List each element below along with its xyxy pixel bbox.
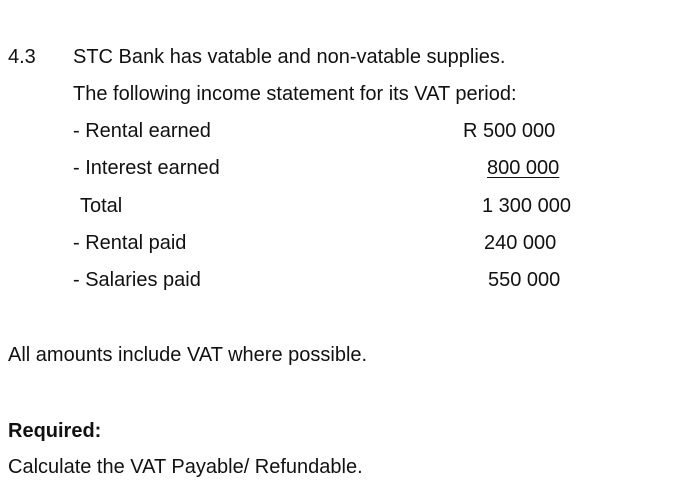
item-amount-rental-paid: 240 000 [484,232,557,254]
item-label-rental-paid: - Rental paid [73,232,187,254]
intro-line-2: The following income statement for its VAT period: [73,83,517,105]
item-label-interest-earned: - Interest earned [73,157,220,179]
item-amount-interest-earned: 800 000 [487,157,560,179]
vat-note: All amounts include VAT where possible. [8,344,368,366]
item-label-salaries-paid: - Salaries paid [73,269,201,291]
item-amount-rental-earned: R 500 000 [463,120,556,142]
question-number: 4.3 [8,46,36,68]
item-amount-salaries-paid: 550 000 [488,269,561,291]
item-label-total: Total [80,195,123,217]
item-amount-total: 1 300 000 [482,195,571,217]
required-text: Calculate the VAT Payable/ Refundable. [8,456,363,478]
required-heading: Required: [8,420,102,442]
item-label-rental-earned: - Rental earned [73,120,211,142]
intro-line-1: STC Bank has vatable and non-vatable supplies. [73,46,506,68]
